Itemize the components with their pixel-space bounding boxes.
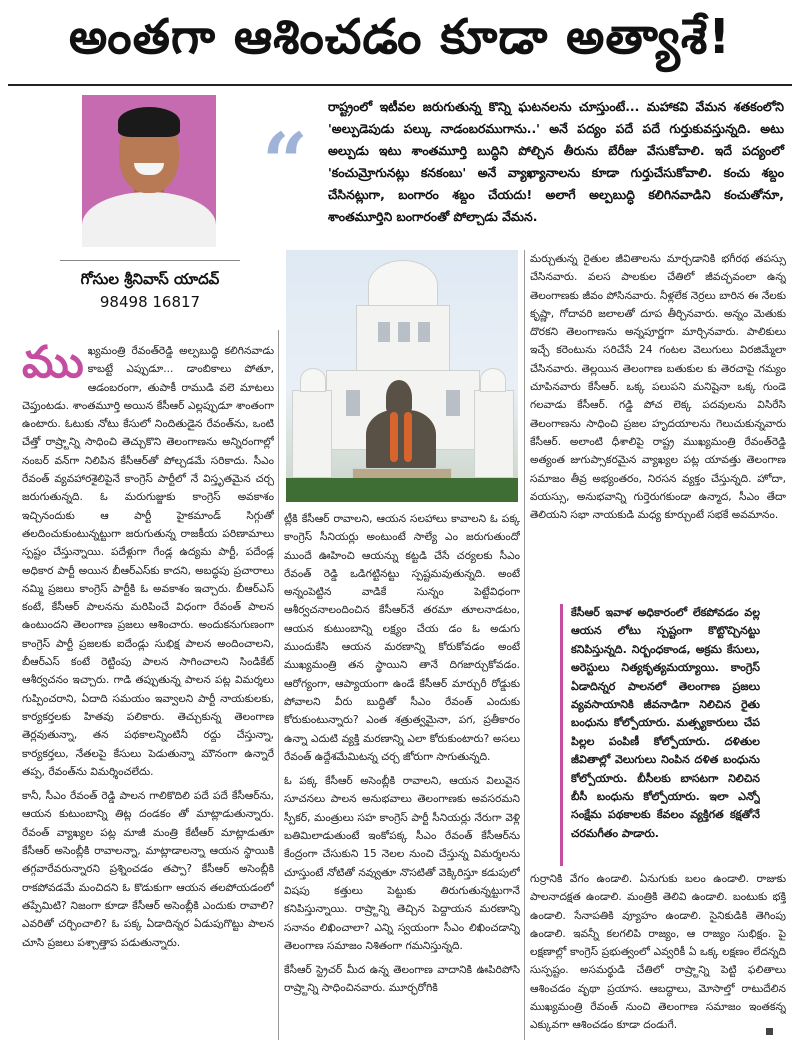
quote-marks-icon: “ xyxy=(262,115,309,209)
highlight-box: కేసీఆర్ ఇవాళ అధికారంలో లేకపోవడం వల్ల ఆయన లోటు స్పష్టంగా కొట్టొచ్చినట్టు కనిపిస్తున్నది. నిర్బంధకాండ, అక్రమ కేసులు, అరెస్టులు నిత్యకృత్యమయ్యాయి. కాంగ్రెస్ ఏడాదిన్నర పాలనలో తెలంగాణ ప్రజలు వ్యవసాయానికి జీవనాడిగా నిలిచిన రైతు బంధును కోల్పోయారు. మత్స్యకారులు చేప పిల్లల పంపిణీ కోల్పోయారు. దళితుల జీవితాల్లో వెలుగులు నింపిన దళిత బంధును కోల్పోయారు. బీసీలకు బాసటగా నిలిచిన బీసీ బంధును కోల్పోయారు. ఇలా ఎన్నో సంక్షేమ పథకాలకు కేవలం వ్యక్తిగత కక్షతోనే చరమగీతం పాడారు. xyxy=(560,604,760,866)
assembly-building-photo xyxy=(286,250,518,502)
paragraph: కేసీఆర్ స్ట్రెచర్ మీద ఉన్న తెలంగాణ వాదానికి ఊపిరిపోసి రాష్ర్టాన్ని సాధించినవారు. మూర్ఛరోగికి xyxy=(284,964,520,995)
paragraph: మర్చుతున్న రైతుల జీవితాలను మార్చడానికి భగీరథ తపస్సు చేసినవారు. వలస పాలకుల చేతిలో జీవచ్ఛవంలా ఉన్న తెలంగాణకు జీవం పోసినవారు. నీళ్లలేక నెర్రలు బారిన ఈ నేలకు కృష్ణా, గోదావరి జలాలతో దూప తీర్చినవారు. అన్నం మెతుకు దొరకని తెలంగాణను అన్నపూర్ణగా మార్చినవారు. పాలికులు ఇచ్చే కరెంటును సరిచేసే 24 గంటల వెలుగులు విరజిమ్మేలా చేసినవారు. తెల్లయిన తెలంగాణ బతుకుల కు తెరచాపై గమ్యం చూపినవారు కేసీఆర్. ఒక్క పలుపని మనిషైనా ఒక్క గుండె గలవాడు కేసీఆర్. గడ్డి పోచ లెక్క పదవులను విసిరేసి తెలంగాణను సాధించి ప్రజల హృదయాలను గెలుచుకున్నవారు కేసీఆర్. అలాంటి ధీశాలిపై రాష్ట్ర ముఖ్యమంత్రి రేవంత్‌రెడ్డి అత్యంత జుగుప్సాకరమైన వ్యాఖ్యల పట్ల యావత్తు తెలంగాణ సమాజం తీవ్ర అభ్యంతరం, నిరసన వ్యక్తం చేస్తున్నది. హోదా, వయస్సు, అనుభవాన్ని గుర్తెరుగకుండా ఉన్మాద, సీఎం తేదా తెలియని సభా నాయకుడి మధ్య కూర్చుంటే సభకే అవమానం. xyxy=(530,253,786,522)
column-divider-1 xyxy=(278,330,279,1040)
paragraph: గుర్రానికి వేగం ఉండాలి. ఏనుగుకు బలం ఉండాలి. రాజుకు పాలనాదక్షత ఉండాలి. మంత్రికి తెలివి ఉండాలి. బంటుకు భక్తి ఉండాలి. సేనాపతికి వ్యూహం ఉండాలి. సైనికుడికి తెగింపు ఉండాలి. ఇవన్నీ కలగలిపి రాజ్యం, ఆ రాజ్యం సుభిక్షం. పై లక్షణాల్లో కాంగ్రెస్ ప్రభుత్వంలో ఎవ్వరికీ ఏ ఒక్క లక్షణం లేదన్నది సుస్పష్టం. అసమర్థుడి చేతిలో రాష్ర్టాన్ని పెట్టి ఫలితాలు ఆశించడం వృథా ప్రయాస. ఆబద్ధాలు, మోసాల్తో రాటుదేలిన ముఖ్యమంత్రి రేవంత్ నుంచి తెలంగాణ సమాజం ఇంతకన్న ఎక్కువగా ఆశించడం కూడా దండుగే. xyxy=(530,873,786,1032)
author-name: గోసుల శ్రీనివాస్ యాదవ్ xyxy=(80,270,220,288)
article-column-1 xyxy=(22,342,274,1042)
author-divider xyxy=(60,260,240,261)
column-divider-2 xyxy=(524,250,525,1040)
headline-rule xyxy=(8,84,792,86)
end-mark xyxy=(766,1028,773,1035)
author-phone: 98498 16817 xyxy=(99,293,201,311)
paragraph: ట్లీకి కేసీఆర్ రావాలని, ఆయన సలహాలు కావాలని ఓ పక్క కాంగ్రెస్ సీనియర్లు అంటుంటే సాల్యే ఎం జరుగుతుందో ముందే ఊహించి ఆయన్ను కట్టడి చేసే చర్యలకు సీఎం రేవంత్ రెడ్డి ఒడిగట్టినట్టు స్పష్టమవుతున్నది. అంటే అన్నంపెట్టిన వాడికే సున్నం పెట్టేవిధంగా ఆశీర్వచనాలందించిన కేసీఆర్‌నే తరమా తూలనాడటం, ఆయన కుటుంబాన్ని లక్ష్యం చేయ డం ఓ అడుగు ముందుకేసి ఆయన మరణాన్ని కోరుకోవడం అంటే ముఖ్యమంత్రి తన స్థాయిని తానే దిగజార్చుకోవడం. ఆరోగ్యంగా, ఆప్యాయంగా ఉండే కేసీఆర్ మార్చురీ రోడ్డుకు పోవాలని వీరు బుద్ధితో సీఎం రేవంత్ ఎందుకు కోరుకుంటున్నారు? ఎంత శత్రుత్వమైనా, పగ, ప్రతీకారం ఉన్నా ఎదుటి వ్యక్తి మరణాన్ని ఎలా కోరుకుంటారు? అసలు రేవంత్ ఉద్దేశమేమిటన్న చర్చ జోరుగా సాగుతున్నది. xyxy=(284,513,520,763)
paragraph: ముఖ్యమంత్రి రేవంత్‌రెడ్డి అల్పబుద్ధి కలిగినవాడు కాబట్టే ఎప్పుడూ... డాంబికాలు పోతూ, ఆడంబరంగా, తుపాకీ రాముడి వలె మాటలు చెప్తుంటడు. శాంతమూర్తి అయిన కేసీఆర్ ఎల్లప్పుడూ శాంతంగా ఉంటారు. ఓటుకు నోటు కేసులో నిందితుడైన రేవంత్‌ను, ఒంటి చేత్తో రాష్ర్టాన్ని సాధించి తెచ్చుకొని తెలంగాణను అన్నిరంగాల్లో నంబర్ వన్‌గా నిలిపిన కేసీఆర్‌తో పోల్చడమే సరికాదు. సీఎం రేవంత్ వ్యవహారశైలిపైనే కాంగ్రెస్ పార్టీలో నే విస్తృతమైన చర్చ జరుగుతున్నది. ఓ మరుగుజ్జుకు కాంగ్రెస్ అవకాశం ఇచ్చినందుకు ఆ పార్టీ హైకమాండ్ సిగ్గుతో తలదించుకుంటున్నట్టుగా జరుగుతున్న రాజకీయ పరిణామాలు స్పష్టం చేస్తున్నాయి. పదేళ్లుగా గేండ్ల ఉద్యమ పార్టీ, పదేండ్ల అధికార పార్టీ అయిన బీఆర్‌ఎస్‌కు కాదని, అబద్ధపు ప్రచారాలు నమ్మి ప్రజలు కాంగ్రెస్ పార్టీకి ఓ అవకాశం ఇచ్చారు. బీఆర్‌ఎస్ కంటే, కేసీఆర్ పాలనను మరిపించే విధంగా రేవంత్ పాలన ఉంటుందని తెలంగాణ ప్రజలు ఆశించారు. అందుకనుగుణంగా కాంగ్రెస్ పార్టీ ప్రజలకు ఐదేండ్లు సుభిక్ష పాలన అందించాలని, బీఆర్‌ఎస్ కంటే రెట్టింపు పాలన సాగించాలని సిండికేట్ ఆశీర్వచనం ఇచ్చారు. గాడి తప్పుతున్న పాలన పట్ల విమర్శలు గుప్పించరాని, ఏదాది సమయం ఇవ్వాలని పార్టీ నాయకులకు, కార్యకర్తలకు హితవు పలికారు. తెచ్చుకున్న తెలంగాణ తెర్లవుతున్నా, తన పథకాలన్నింటినీ రద్దు చేస్తున్నా, కార్యకర్తలు, నేతలపై కేసులు పెడుతున్నా మౌనంగా ఉన్నారే తప్ప, రేవంత్‌ను విమర్శించలేదు. xyxy=(22,342,274,778)
article-column-2 xyxy=(284,510,520,1040)
author-photo xyxy=(82,95,216,247)
paragraph: కానీ, సీఎం రేవంత్ రెడ్డి పాలన గాలికొదిలి పదే పదే కేసీఆర్‌ను, ఆయన కుటుంబాన్ని తిట్ల దండకం తో మాట్లాడుతున్నారు. రేవంత్ వ్యాఖ్యల పట్ల మాజీ మంత్రి కేటీఆర్ మాట్లాడుతూ కేసీఆర్ అసెంబ్లీకి రావాలన్నా, మాట్లాడాలన్నా ఆయన స్థాయికి తగ్గవారేవరున్నారని ప్రశ్నించడం తప్పా? కేసీఆర్ అసెంబ్లీకి రాకపోవడమే మంచిదని ఓ కొడుకుగా ఆయన తలపోయడంలో తప్పేమిటి? నిజంగా కూడా కేసీఆర్ అసెంబ్లీకి ఎందుకు రావాలి? ఎవరితో చర్చించాలి? ఓ పక్క ఏడాదిన్నర ఏడుపుగొట్టు పాలన చూసి ప్రజలు పశ్చాత్తాప పడుతున్నారు. xyxy=(22,790,274,949)
paragraph: ఓ పక్క కేసీఆర్ అసెంబ్లీకి రావాలని, ఆయన విలువైన సూచనలు పాలన అనుభవాలు తెలంగాణకు అవసరమని స్పీకర్, మంత్రులు సహ కాంగ్రెస్ పార్టీ సీనియర్లు నేరుగా వెళ్లి బతిమిలాడుతుంటే ఇంకోపక్క సీఎం రేవంత్ కేసీఆర్‌ను కేంద్రంగా చేసుకుని 15 నెలల నుంచి చేస్తున్న విమర్శలను చూస్తుంటే నోటితో నవ్వుతూ నొసటితో వెక్కిరిస్తూ కడుపులో విషపు కత్తులు పెట్టుకు తిరుగుతున్నట్టుగానే కనిపిస్తున్నాయి. రాష్ర్టాన్ని తెచ్చిన పెద్దాయన మరణాన్ని సనానం లిఖించాలా? ఎన్ని స్వయంగా సీఎం లిఖించడాన్ని తెలంగాణ సమాజం నిశితంగా గమనిస్తున్నది. xyxy=(284,775,520,952)
dropcap: ము xyxy=(22,342,84,388)
headline: అంతగా ఆశించడం కూడా అత్యాశే! xyxy=(68,9,732,65)
pull-quote: రాష్ట్రంలో ఇటీవల జరుగుతున్న కొన్ని ఘటనలను చూస్తుంటే... మహాకవి వేమన శతకంలోని 'అల్పుడెపుడు పల్కు నాడంబరముగాను..' అనే పద్యం పదే పదే గుర్తుకువస్తున్నది. అటు అల్పుడు ఇటు శాంతమూర్తి బుద్ధిని పోల్చిన తీరును బేరీజు వేసుకోవాలి. ఇదే పద్యంలో 'కంచుమ్రోగునట్లు కనకంబు' అనే వ్యాఖ్యానాలను కూడా గుర్తుచేసుకోవాలి. కంచు శబ్దం చేసినట్లుగా, బంగారం శబ్దం చేయదు! అలాగే అల్పబుద్ధి కలిగినవాడిని కంచుతోనూ, శాంతమూర్తిని బంగారంతో పోల్చాడు వేమన. xyxy=(328,99,784,224)
